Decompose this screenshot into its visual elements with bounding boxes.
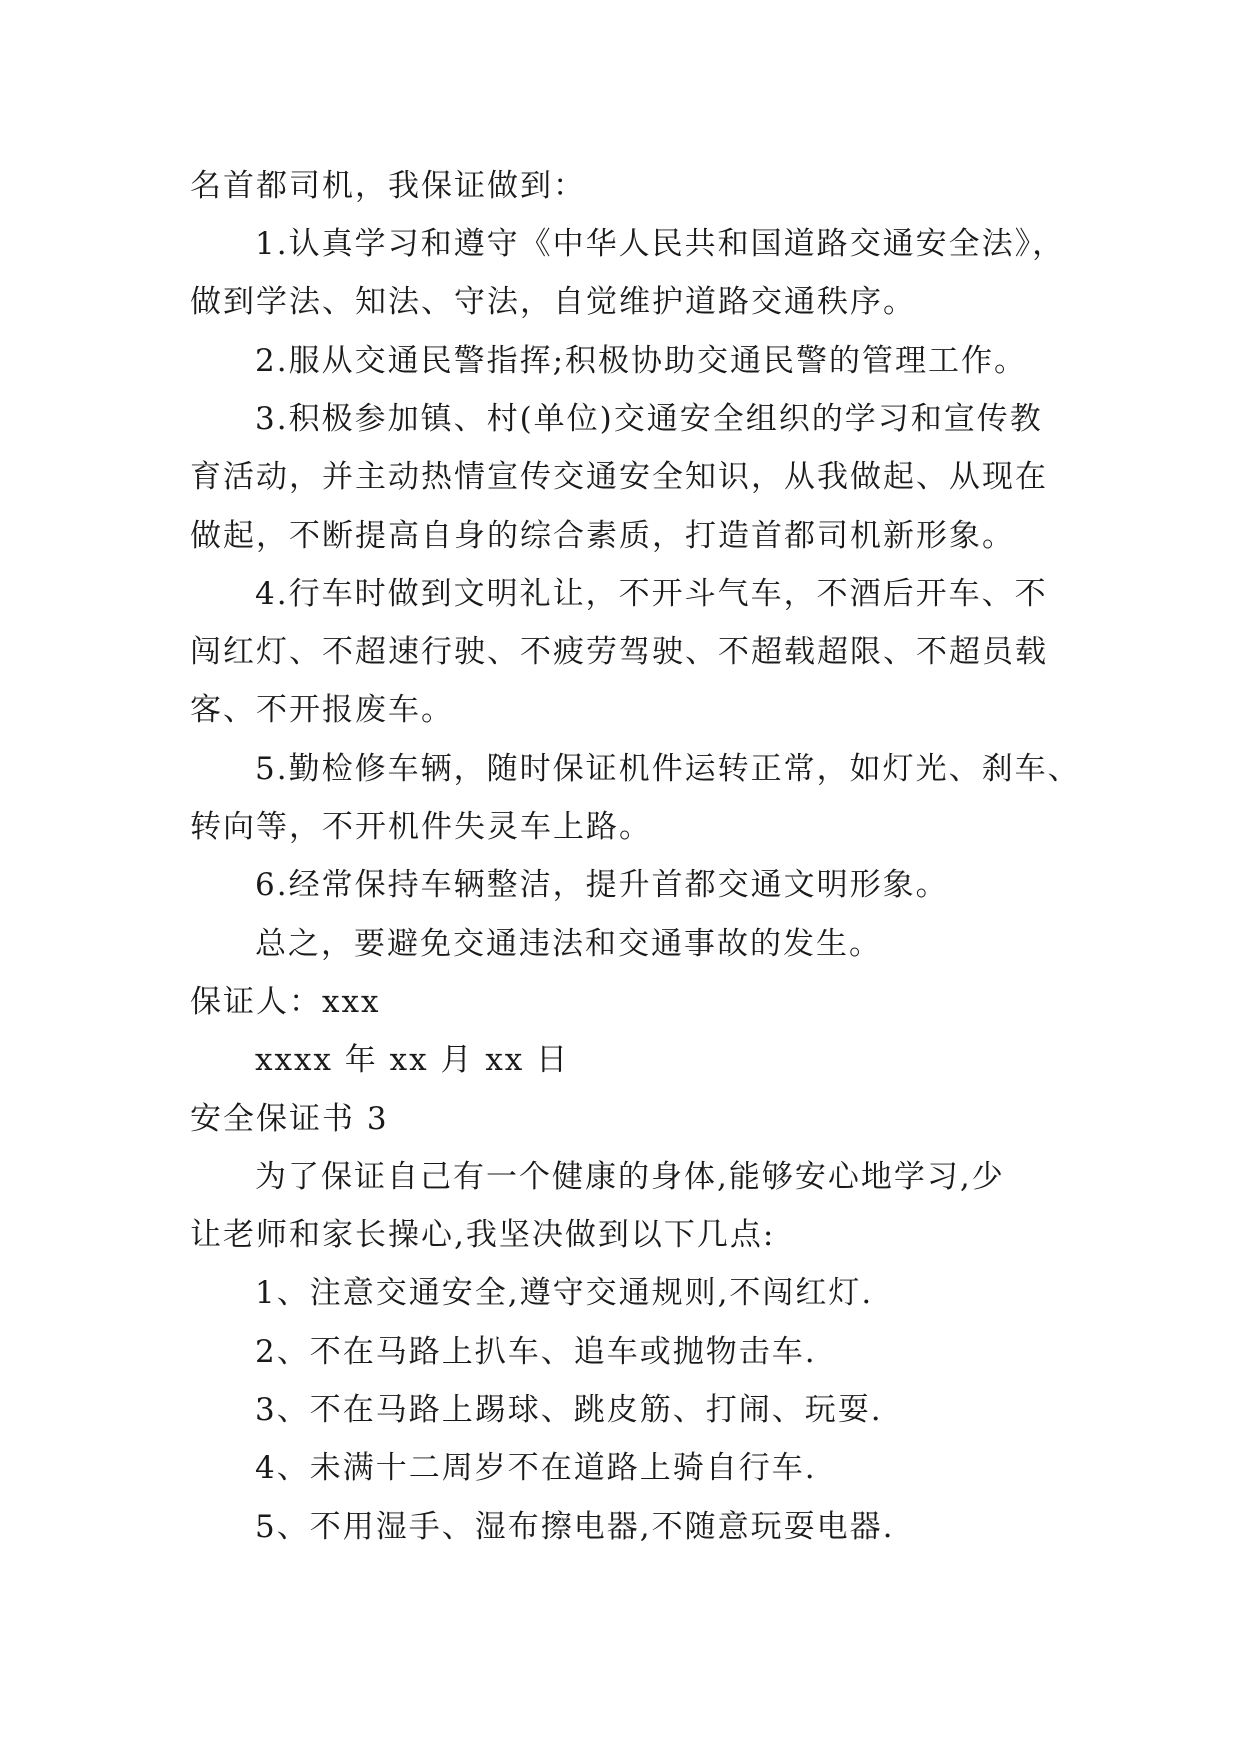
text-line: 名首都司机，我保证做到：	[190, 168, 586, 204]
text-line: 为了保证自己有一个健康的身体,能够安心地学习,少	[255, 1159, 1005, 1195]
text-line: 做起，不断提高自身的综合素质，打造首都司机新形象。	[190, 518, 1015, 554]
section-title: 安全保证书 3	[190, 1101, 389, 1137]
text-line: 2、不在马路上扒车、追车或抛物击车.	[255, 1334, 817, 1370]
date-line: xxxx 年 xx 月 xx 日	[255, 1042, 570, 1078]
text-line: 客、不开报废车。	[190, 692, 454, 728]
text-line: 5、不用湿手、湿布擦电器,不随意玩耍电器.	[255, 1509, 895, 1545]
text-line: 3、不在马路上踢球、跳皮筋、打闹、玩耍.	[255, 1392, 883, 1428]
text-line: 让老师和家长操心,我坚决做到以下几点:	[190, 1217, 776, 1253]
text-line: 育活动，并主动热情宣传交通安全知识，从我做起、从现在	[190, 459, 1048, 495]
text-line: 6.经常保持车辆整洁，提升首都交通文明形象。	[255, 867, 949, 903]
text-line: 2.服从交通民警指挥;积极协助交通民警的管理工作。	[255, 343, 1028, 379]
signatory-line: 保证人：xxx	[190, 984, 381, 1020]
text-line: 4、未满十二周岁不在道路上骑自行车.	[255, 1450, 817, 1486]
text-line: 转向等，不开机件失灵车上路。	[190, 809, 652, 845]
text-line: 5.勤检修车辆，随时保证机件运转正常，如灯光、刹车、	[255, 751, 1081, 787]
text-line: 1、注意交通安全,遵守交通规则,不闯红灯.	[255, 1275, 874, 1311]
text-line: 1.认真学习和遵守《中华人民共和国道路交通安全法》，	[255, 226, 1066, 262]
text-line: 总之，要避免交通违法和交通事故的发生。	[255, 926, 882, 962]
text-line: 4.行车时做到文明礼让，不开斗气车，不酒后开车、不	[255, 576, 1048, 612]
text-line: 闯红灯、不超速行驶、不疲劳驾驶、不超载超限、不超员载	[190, 634, 1048, 670]
text-line: 做到学法、知法、守法，自觉维护道路交通秩序。	[190, 284, 916, 320]
text-line: 3.积极参加镇、村(单位)交通安全组织的学习和宣传教	[255, 401, 1043, 437]
